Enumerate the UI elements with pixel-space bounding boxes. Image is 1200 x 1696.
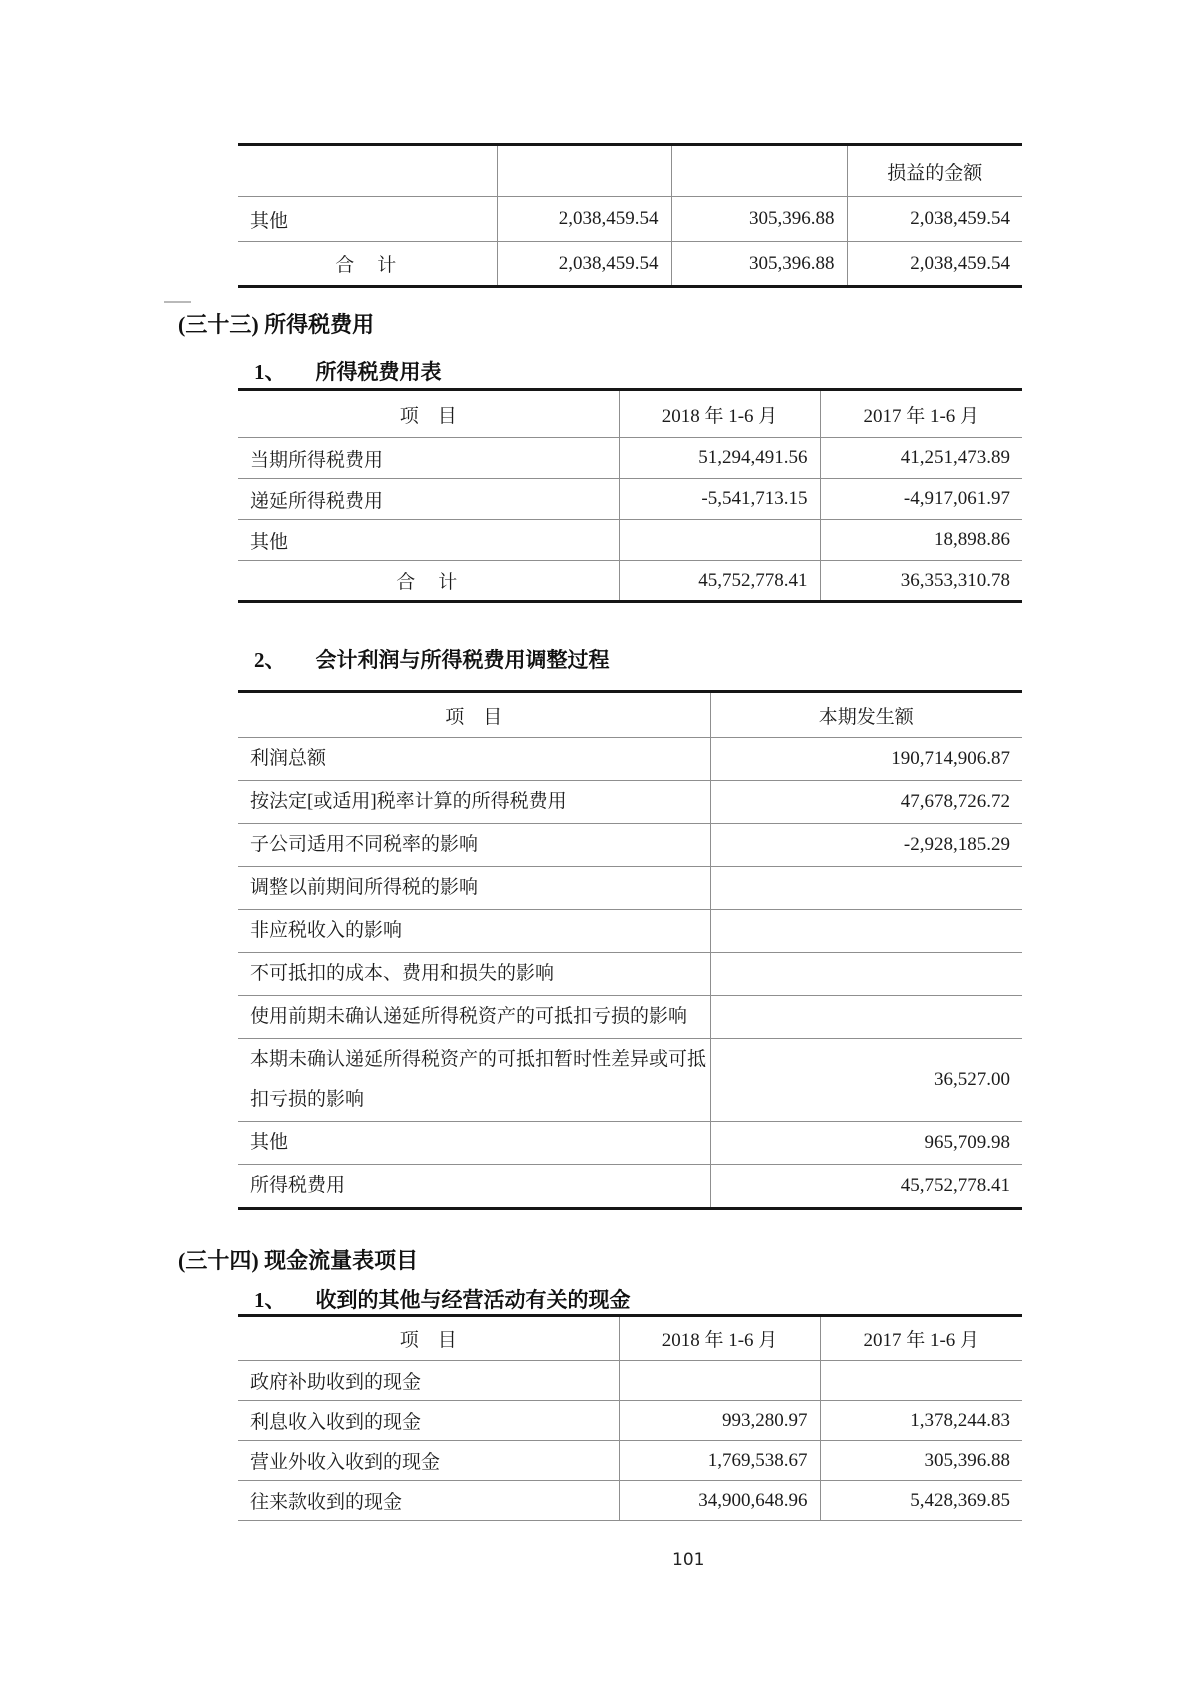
value-cell xyxy=(619,520,820,561)
column-header: 项 目 xyxy=(399,1330,457,1351)
value-cell xyxy=(710,953,1022,996)
stray-scan-mark xyxy=(164,301,191,303)
subheading-title: 收到的其他与经营活动有关的现金 xyxy=(315,1288,631,1312)
column-header: 2018 年 1-6 月 xyxy=(619,1316,820,1361)
row-label: 递延所得税费用 xyxy=(250,490,384,512)
table-row xyxy=(238,1039,1022,1122)
table-row xyxy=(238,953,1022,996)
income-tax-expense-table xyxy=(238,388,1022,603)
value-cell: 51,294,491.56 xyxy=(619,438,820,479)
value-cell: 36,527.00 xyxy=(710,1039,1022,1122)
subheading-number: 2、 xyxy=(254,648,286,672)
value-cell: 190,714,906.87 xyxy=(710,738,1022,781)
value-cell: 2,038,459.54 xyxy=(847,242,1022,287)
value-cell: 2,038,459.54 xyxy=(497,197,671,242)
row-label: 非应税收入的影响 xyxy=(250,920,403,941)
row-label: 使用前期未确认递延所得税资产的可抵扣亏损的影响 xyxy=(250,1006,688,1027)
value-cell: -4,917,061.97 xyxy=(820,479,1022,520)
subheading-title: 所得税费用表 xyxy=(315,360,442,384)
value-cell: 965,709.98 xyxy=(710,1122,1022,1165)
subheading-income-tax-table xyxy=(254,356,442,386)
section-heading-income-tax: (三十三) 所得税费用 xyxy=(178,312,375,337)
table-row xyxy=(238,479,1022,520)
value-cell: 1,378,244.83 xyxy=(820,1401,1022,1441)
value-cell: 45,752,778.41 xyxy=(619,561,820,602)
value-cell xyxy=(710,910,1022,953)
table-row xyxy=(238,1401,1022,1441)
value-cell xyxy=(710,996,1022,1039)
subheading-other-cash-received xyxy=(254,1284,631,1314)
value-cell: 305,396.88 xyxy=(671,242,847,287)
value-cell xyxy=(820,1361,1022,1401)
row-label: 所得税费用 xyxy=(250,1175,346,1196)
value-cell: 305,396.88 xyxy=(671,197,847,242)
column-header: 项 目 xyxy=(399,405,457,427)
table-row xyxy=(238,438,1022,479)
cash-received-table xyxy=(238,1314,1022,1521)
row-label: 营业外收入收到的现金 xyxy=(250,1452,441,1473)
row-label: 利润总额 xyxy=(250,748,327,769)
row-label: 合 计 xyxy=(396,572,460,593)
row-label: 其他 xyxy=(250,531,289,553)
table-row xyxy=(238,197,1022,242)
table-row xyxy=(238,1165,1022,1209)
row-label: 不可抵扣的成本、费用和损失的影响 xyxy=(250,963,555,984)
column-header: 本期发生额 xyxy=(710,692,1022,738)
column-header xyxy=(671,145,847,197)
column-header: 损益的金额 xyxy=(847,145,1022,197)
value-cell: 2,038,459.54 xyxy=(847,197,1022,242)
value-cell: 2,038,459.54 xyxy=(497,242,671,287)
table-row xyxy=(238,781,1022,824)
subheading-adjustment-process xyxy=(254,644,610,674)
value-cell: 45,752,778.41 xyxy=(710,1165,1022,1209)
row-label: 当期所得税费用 xyxy=(250,449,384,471)
value-cell xyxy=(619,1361,820,1401)
table-row xyxy=(238,1122,1022,1165)
section-heading-cash-flow: (三十四) 现金流量表项目 xyxy=(178,1248,419,1273)
total-row xyxy=(238,561,1022,602)
table-row xyxy=(238,738,1022,781)
table-row xyxy=(238,910,1022,953)
value-cell: 1,769,538.67 xyxy=(619,1441,820,1481)
value-cell: 34,900,648.96 xyxy=(619,1481,820,1521)
row-label: 合 计 xyxy=(335,255,399,276)
value-cell: 993,280.97 xyxy=(619,1401,820,1441)
page-number: 101 xyxy=(672,1550,705,1570)
header-row xyxy=(238,145,1022,197)
value-cell: 36,353,310.78 xyxy=(820,561,1022,602)
gains-losses-continuation-table xyxy=(238,143,1022,288)
row-label: 其他 xyxy=(250,1132,289,1153)
value-cell xyxy=(710,867,1022,910)
value-cell: 18,898.86 xyxy=(820,520,1022,561)
column-header: 2017 年 1-6 月 xyxy=(820,1316,1022,1361)
row-label: 其他 xyxy=(250,210,289,232)
header-row xyxy=(238,1316,1022,1361)
table-row xyxy=(238,1441,1022,1481)
total-row xyxy=(238,242,1022,287)
profit-tax-adjustment-table xyxy=(238,690,1022,1210)
row-label: 利息收入收到的现金 xyxy=(250,1412,422,1433)
column-header: 2018 年 1-6 月 xyxy=(619,390,820,438)
row-label: 本期未确认递延所得税资产的可抵扣暂时性差异或可抵扣亏损的影响 xyxy=(250,1049,707,1110)
column-header xyxy=(238,145,497,197)
column-header: 项 目 xyxy=(445,706,503,728)
column-header: 2017 年 1-6 月 xyxy=(820,390,1022,438)
header-row xyxy=(238,390,1022,438)
row-label: 按法定[或适用]税率计算的所得税费用 xyxy=(250,791,567,812)
table-row xyxy=(238,867,1022,910)
subheading-title: 会计利润与所得税费用调整过程 xyxy=(315,648,610,672)
value-cell: 47,678,726.72 xyxy=(710,781,1022,824)
value-cell: -5,541,713.15 xyxy=(619,479,820,520)
table-row xyxy=(238,1361,1022,1401)
column-header xyxy=(497,145,671,197)
subheading-number: 1、 xyxy=(254,360,286,384)
table-row xyxy=(238,824,1022,867)
value-cell: 305,396.88 xyxy=(820,1441,1022,1481)
row-label: 调整以前期间所得税的影响 xyxy=(250,877,479,898)
value-cell: -2,928,185.29 xyxy=(710,824,1022,867)
header-row xyxy=(238,692,1022,738)
row-label: 子公司适用不同税率的影响 xyxy=(250,834,479,855)
row-label: 政府补助收到的现金 xyxy=(250,1372,422,1393)
subheading-number: 1、 xyxy=(254,1288,286,1312)
value-cell: 41,251,473.89 xyxy=(820,438,1022,479)
table-row xyxy=(238,520,1022,561)
value-cell: 5,428,369.85 xyxy=(820,1481,1022,1521)
row-label: 往来款收到的现金 xyxy=(250,1492,403,1513)
table-row xyxy=(238,996,1022,1039)
table-row xyxy=(238,1481,1022,1521)
